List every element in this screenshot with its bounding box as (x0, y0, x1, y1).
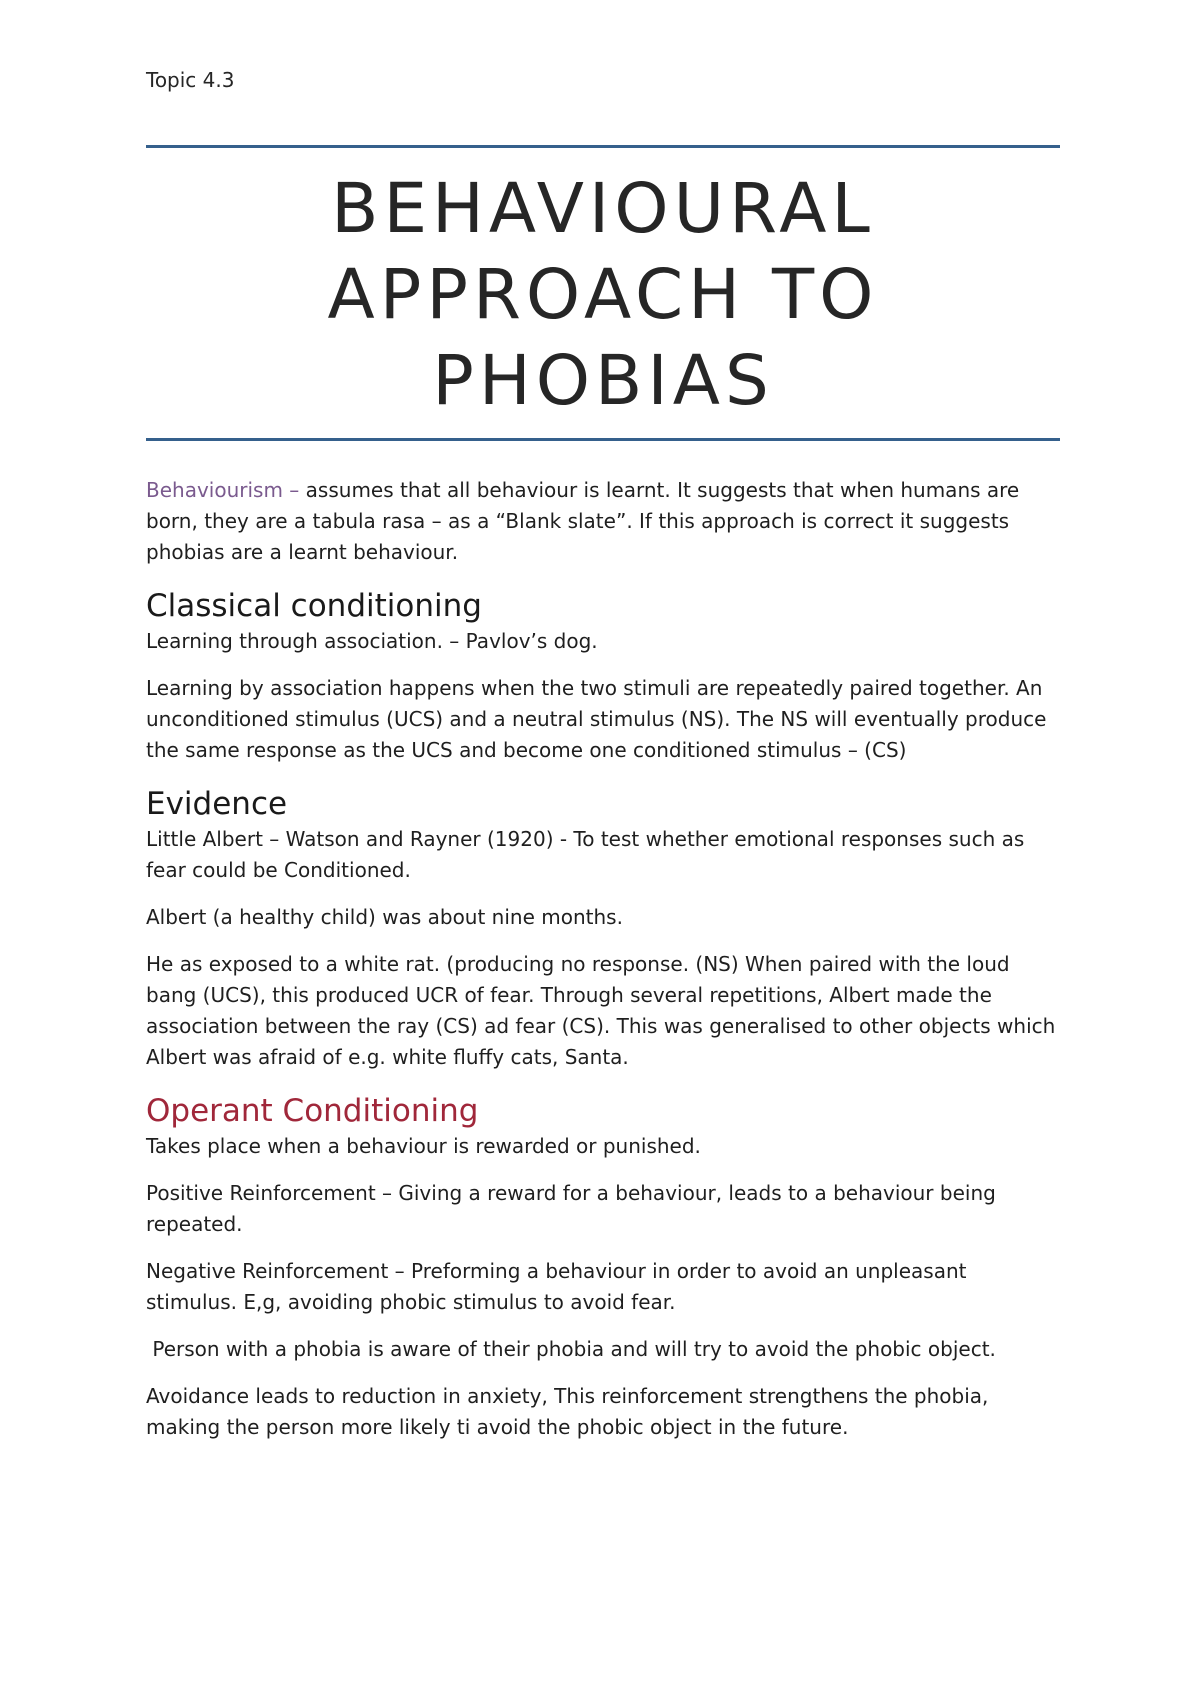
page-content (146, 66, 1060, 1443)
intro-text: assumes that all behaviour is learnt. It suggests that when humans are born, they are a tabula rasa – as a “Blank slate”. If this approach is correct it suggests phobias are a learnt behaviour. (146, 478, 1020, 564)
evidence-paragraph-1: Little Albert – Watson and Rayner (1920) - To test whether emotional responses such as fear could be Conditioned. (146, 827, 1025, 882)
title-bottom-rule (146, 438, 1060, 441)
topic-label: Topic 4.3 (146, 68, 235, 92)
classical-paragraph-1: Learning through association. – Pavlov’s dog. (146, 629, 598, 653)
operant-paragraph-2: Positive Reinforcement – Giving a reward for a behaviour, leads to a behaviour being repeated. (146, 1181, 996, 1236)
section-heading-operant: Operant Conditioning (146, 1093, 479, 1129)
title-top-rule (146, 145, 1060, 148)
operant-paragraph-5: Avoidance leads to reduction in anxiety, This reinforcement strengthens the phobia, making the person more likely ti avoid the phobic object in the future. (146, 1384, 989, 1439)
document-title (146, 166, 1060, 424)
title-line-3: PHOBIAS (432, 341, 774, 421)
operant-paragraph-4: Person with a phobia is aware of their phobia and will try to avoid the phobic object. (146, 1337, 996, 1361)
title-line-2: APPROACH TO (327, 255, 879, 335)
classical-paragraph-2: Learning by association happens when the two stimuli are repeatedly paired together. An unconditioned stimulus (UCS) and a neutral stimulus (NS). The NS will eventually produce the same response as the UCS and become one conditioned stimulus – (CS) (146, 676, 1047, 762)
section-heading-evidence: Evidence (146, 786, 288, 822)
section-heading-classical: Classical conditioning (146, 588, 482, 624)
operant-paragraph-1: Takes place when a behaviour is rewarded or punished. (146, 1134, 701, 1158)
evidence-paragraph-3: He as exposed to a white rat. (producing no response. (NS) When paired with the loud bang (UCS), this produced UCR of fear. Through several repetitions, Albert made the association between the ray (CS) ad fear (CS). This was generalised to other objects which Albert was afraid of e.g. white fluffy cats, Santa. (146, 952, 1056, 1069)
evidence-paragraph-2: Albert (a healthy child) was about nine months. (146, 905, 623, 929)
title-line-1: BEHAVIOURAL (331, 169, 875, 249)
intro-paragraph (146, 475, 1060, 568)
intro-term: Behaviourism – (146, 478, 300, 502)
operant-paragraph-3: Negative Reinforcement – Preforming a behaviour in order to avoid an unpleasant stimulus. E,g, avoiding phobic stimulus to avoid fear. (146, 1259, 967, 1314)
